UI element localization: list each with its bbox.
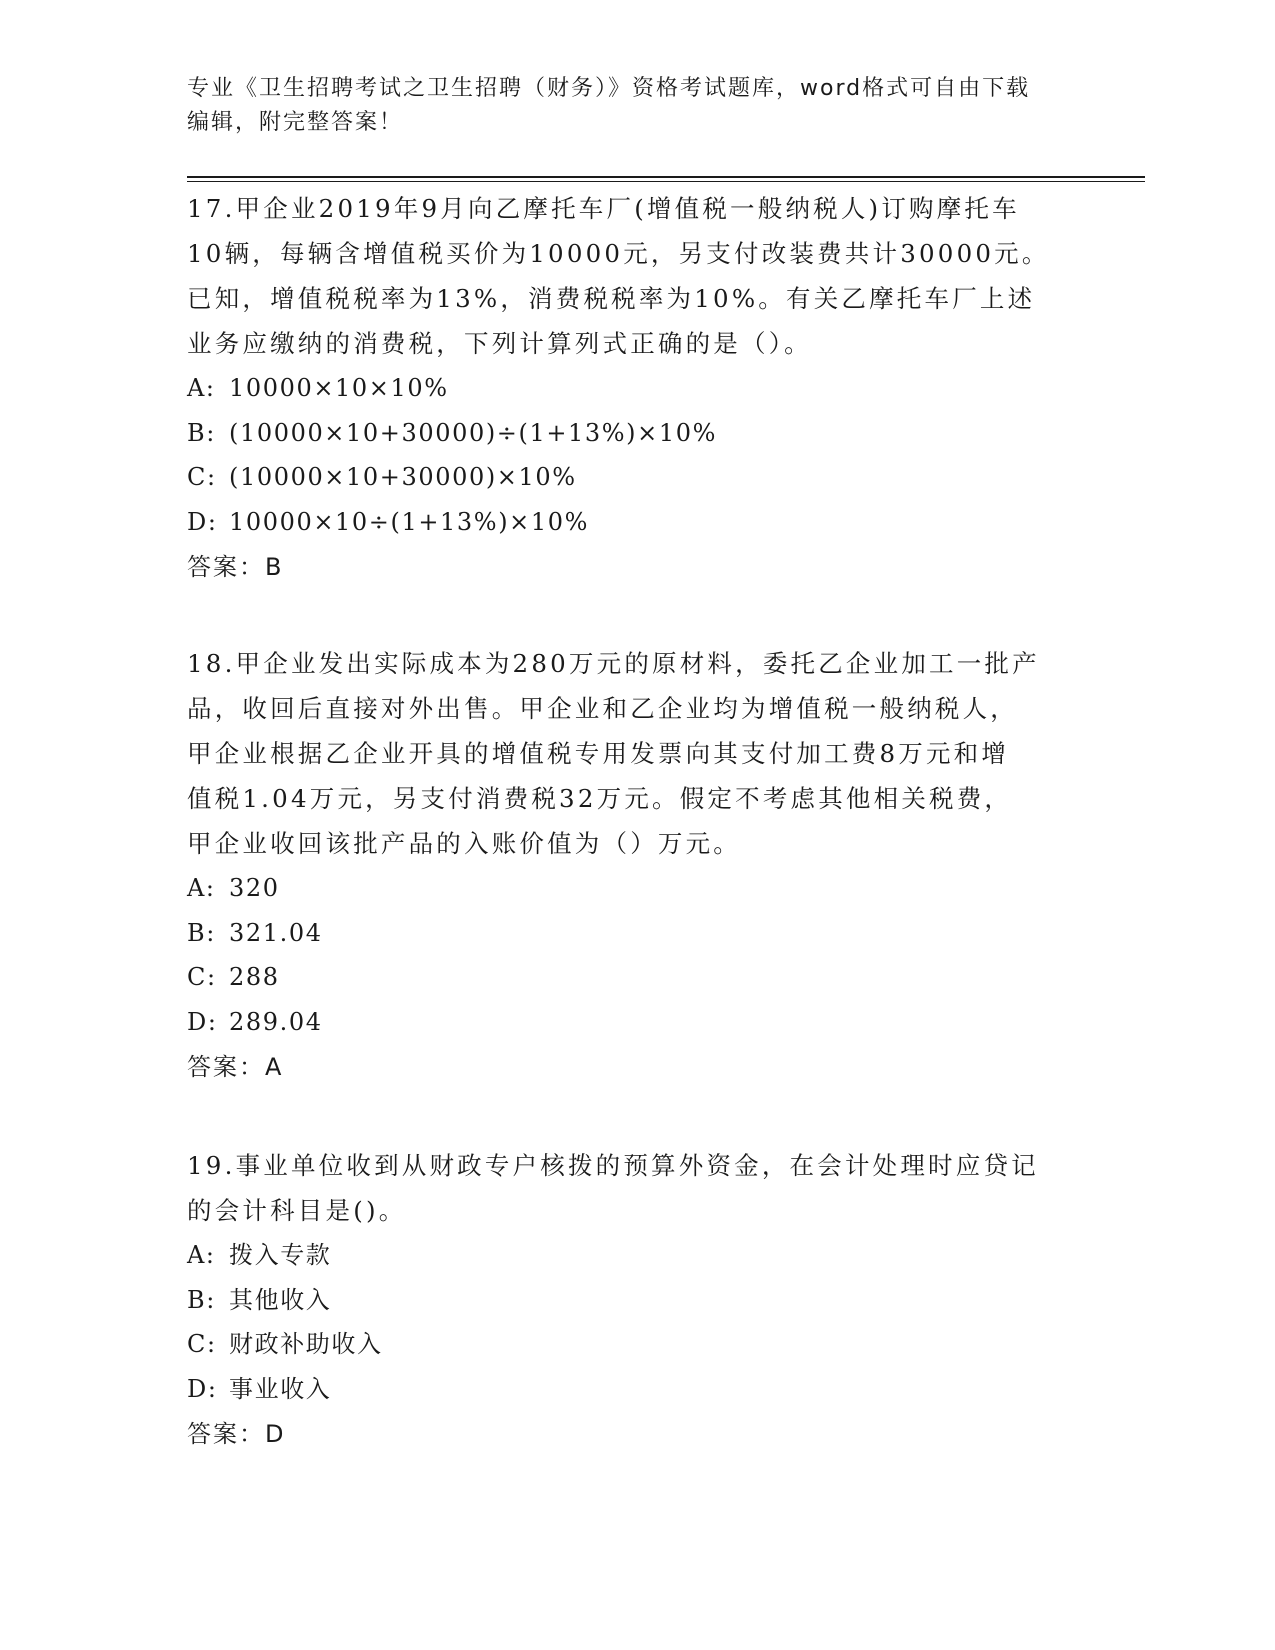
option-a — [187, 1233, 1067, 1278]
header-line-1: 专业《卫生招聘考试之卫生招聘（财务）》资格考试题库，word格式可自由下载 — [187, 76, 1031, 101]
stem-line: 10辆，每辆含增值税买价为10000元，另支付改装费共计30000元。 — [187, 239, 1050, 268]
option-letter: C: — [187, 963, 217, 991]
option-d — [187, 500, 1067, 545]
stem-line: 的会计科目是()。 — [187, 1196, 407, 1225]
option-c — [187, 1322, 1067, 1367]
stem-line: 18.甲企业发出实际成本为280万元的原材料，委托乙企业加工一批产 — [187, 649, 1040, 678]
option-b — [187, 411, 1067, 456]
option-text: 拨入专款 — [229, 1241, 332, 1269]
option-text: 10000×10×10% — [229, 374, 449, 402]
stem-line: 甲企业收回该批产品的入账价值为（）万元。 — [187, 829, 741, 858]
option-text: 其他收入 — [229, 1285, 332, 1314]
option-letter: A: — [187, 874, 216, 902]
stem-line: 值税1.04万元，另支付消费税32万元。假定不考虑其他相关税费， — [187, 784, 1013, 813]
option-letter: C: — [187, 463, 217, 491]
option-c — [187, 955, 1067, 1000]
answer-text: 答案：B — [187, 553, 284, 581]
question-stem — [187, 186, 1067, 366]
option-text: 321.04 — [229, 918, 323, 947]
option-b — [187, 1278, 1067, 1323]
option-letter: B: — [187, 918, 216, 947]
option-text: 289.04 — [229, 1007, 323, 1036]
option-letter: D: — [187, 1374, 218, 1403]
stem-line: 业务应缴纳的消费税，下列计算列式正确的是（）。 — [187, 329, 812, 358]
option-letter: A: — [187, 1241, 216, 1269]
option-text: 320 — [229, 874, 280, 902]
option-letter: B: — [187, 418, 216, 447]
option-d — [187, 1000, 1067, 1045]
question-stem — [187, 1143, 1067, 1233]
document-header — [187, 72, 1087, 140]
header-divider-thick — [187, 176, 1145, 178]
option-text: 事业收入 — [229, 1374, 332, 1403]
option-text: 10000×10÷(1+13%)×10% — [229, 507, 590, 536]
question-stem — [187, 641, 1067, 866]
option-c — [187, 455, 1067, 500]
option-text: 288 — [229, 963, 280, 991]
option-text: (10000×10+30000)×10% — [229, 463, 577, 491]
header-line-2: 编辑，附完整答案！ — [187, 110, 404, 135]
option-text: (10000×10+30000)÷(1+13%)×10% — [229, 418, 717, 447]
option-letter: D: — [187, 507, 218, 536]
stem-line: 甲企业根据乙企业开具的增值税专用发票向其支付加工费8万元和增 — [187, 739, 1010, 768]
option-letter: A: — [187, 374, 216, 402]
stem-line: 品，收回后直接对外出售。甲企业和乙企业均为增值税一般纳税人， — [187, 694, 1018, 723]
option-letter: C: — [187, 1330, 217, 1358]
option-b — [187, 911, 1067, 956]
option-letter: D: — [187, 1007, 218, 1036]
header-divider-thin — [187, 181, 1145, 182]
stem-line: 17.甲企业2019年9月向乙摩托车厂(增值税一般纳税人)订购摩托车 — [187, 194, 1020, 223]
option-a — [187, 366, 1067, 411]
question-19 — [187, 1143, 1067, 1457]
option-a — [187, 866, 1067, 911]
stem-line: 已知，增值税税率为13%，消费税税率为10%。有关乙摩托车厂上述 — [187, 284, 1036, 313]
question-18 — [187, 641, 1067, 1090]
answer-text: 答案：D — [187, 1420, 286, 1448]
question-17 — [187, 186, 1067, 590]
option-letter: B: — [187, 1285, 216, 1314]
option-d — [187, 1367, 1067, 1412]
stem-line: 19.事业单位收到从财政专户核拨的预算外资金，在会计处理时应贷记 — [187, 1151, 1039, 1180]
option-text: 财政补助收入 — [229, 1330, 383, 1358]
answer-text: 答案：A — [187, 1053, 284, 1081]
